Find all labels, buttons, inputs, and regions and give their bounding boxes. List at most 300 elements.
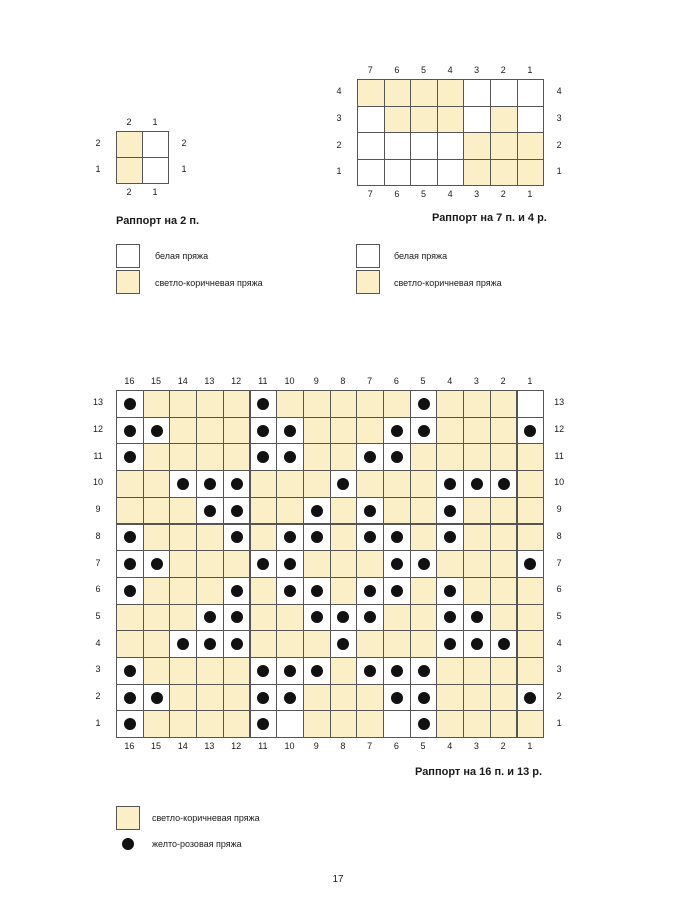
chart-cell [410,443,438,471]
row-number: 12 [92,424,103,435]
chart-cell [383,604,411,632]
dot-icon [124,585,136,597]
chart-cell [490,710,518,738]
chart-cell [517,443,545,471]
row-number: 1 [556,166,562,177]
chart-cell [463,550,491,578]
row-number: 8 [95,530,101,541]
legend-swatch-dot [116,832,140,856]
column-number: 12 [231,376,242,386]
row-number: 9 [556,504,562,515]
chart-cell [303,550,331,578]
row-number: 13 [554,397,565,408]
chart-cell [330,577,358,605]
column-number: 3 [473,741,479,752]
column-number: 2 [500,376,506,386]
chart-cell [410,604,438,632]
chart-cell [303,417,331,445]
chart-cell [223,657,251,685]
chart-cell [384,106,412,134]
dot-icon [151,425,163,437]
row-number: 2 [181,138,187,148]
chart-cell [330,710,358,738]
chart-cell [116,497,144,525]
chart-cell [463,417,491,445]
row-number: 5 [95,610,101,621]
chart-cell [463,497,491,525]
chart-cell [303,684,331,712]
dot-icon [418,425,430,437]
row-number: 10 [554,477,565,488]
chart-cell [223,443,251,471]
legend-text: светло-коричневая пряжа [152,813,260,823]
chart-small-caption: Раппорт на 2 п. [116,215,200,227]
chart-cell [463,159,491,187]
chart-cell [250,630,278,658]
chart-cell [383,710,411,738]
chart-cell [410,524,438,552]
chart-cell [169,550,197,578]
row-number: 11 [554,450,564,461]
chart-cell [436,657,464,685]
chart-cell [223,550,251,578]
column-number: 4 [447,65,453,75]
column-number: 5 [420,189,426,200]
dot-icon [418,718,430,730]
chart-cell [437,132,465,160]
chart-cell [490,79,518,107]
chart-cell [436,684,464,712]
chart-cell [410,497,438,525]
column-number: 7 [367,376,373,386]
chart-cell [357,159,385,187]
chart-cell [517,106,545,134]
chart-cell [143,630,171,658]
legend-swatch-beige [116,270,140,294]
chart-cell [223,390,251,418]
dot-icon [391,425,403,437]
dot-icon [444,505,456,517]
chart-cell [356,710,384,738]
column-number: 2 [500,741,506,752]
dot-icon [311,665,323,677]
dot-icon [257,425,269,437]
column-number: 10 [284,741,295,752]
legend-swatch-white [116,244,140,268]
chart-cell [383,497,411,525]
chart-cell [250,470,278,498]
dot-icon [364,585,376,597]
dot-icon [284,585,296,597]
chart-cell [410,577,438,605]
chart-cell [490,604,518,632]
dot-icon [524,692,536,704]
row-number: 1 [181,164,187,174]
dot-icon [364,665,376,677]
row-number: 13 [92,397,103,408]
chart-cell [303,470,331,498]
column-number: 1 [152,117,158,127]
chart-cell [490,657,518,685]
row-number: 3 [336,112,342,123]
chart-cell [196,657,224,685]
chart-medium-caption: Раппорт на 7 п. и 4 р. [432,212,547,224]
dot-icon [391,665,403,677]
chart-cell [357,79,385,107]
chart-cell [143,443,171,471]
chart-cell [356,390,384,418]
dot-icon [418,665,430,677]
chart-cell [116,157,143,184]
chart-cell [356,417,384,445]
column-number: 9 [313,376,319,386]
row-number: 2 [336,139,342,150]
chart-cell [356,550,384,578]
chart-cell [196,550,224,578]
dot-icon [391,692,403,704]
column-number: 4 [447,741,453,752]
row-number: 11 [93,450,103,461]
dot-icon [231,638,243,650]
legend-text: светло-коричневая пряжа [155,278,263,288]
chart-cell [169,524,197,552]
chart-cell [196,417,224,445]
chart-cell [303,443,331,471]
dot-icon [124,425,136,437]
chart-cell [330,657,358,685]
chart-cell [463,132,491,160]
chart-cell [463,710,491,738]
chart-cell [410,630,438,658]
column-number: 16 [124,741,135,752]
dot-icon [257,692,269,704]
chart-cell [143,390,171,418]
dot-icon [124,665,136,677]
chart-cell [143,577,171,605]
column-number: 7 [367,189,373,200]
column-number: 8 [340,376,346,386]
chart-cell [169,417,197,445]
chart-cell [463,390,491,418]
row-number: 9 [95,504,101,515]
column-number: 7 [367,741,373,752]
chart-cell [463,684,491,712]
column-number: 1 [527,741,533,752]
chart-cell [517,604,545,632]
chart-cell [330,417,358,445]
chart-cell [463,79,491,107]
chart-cell [169,443,197,471]
chart-cell [517,470,545,498]
column-number: 13 [204,376,215,386]
chart-cell [437,159,465,187]
chart-cell [490,159,518,187]
column-number: 1 [527,65,533,75]
dot-icon [124,398,136,410]
dot-icon [124,558,136,570]
chart-cell [116,131,143,158]
row-number: 2 [95,138,101,148]
chart-cell [436,443,464,471]
column-number: 5 [420,376,426,386]
chart-cell [169,497,197,525]
row-number: 6 [95,584,101,595]
dot-icon [311,505,323,517]
chart-cell [436,710,464,738]
row-number: 10 [92,477,103,488]
chart-cell [410,470,438,498]
column-number: 1 [152,187,158,197]
column-number: 7 [367,65,373,75]
dot-icon [231,585,243,597]
chart-cell [490,390,518,418]
chart-cell [357,132,385,160]
row-number: 1 [336,166,342,177]
chart-cell [490,132,518,160]
chart-large-caption: Раппорт на 16 п. и 13 р. [415,766,543,778]
chart-cell [490,684,518,712]
column-number: 15 [151,741,162,752]
chart-cell [383,630,411,658]
chart-cell [116,470,144,498]
column-number: 14 [177,376,188,386]
dot-icon [418,692,430,704]
dot-icon [284,665,296,677]
chart-cell [410,106,438,134]
chart-cell [143,497,171,525]
page-number: 17 [332,874,344,885]
chart-cell [410,132,438,160]
chart-cell [223,684,251,712]
chart-cell [356,684,384,712]
legend-swatch-beige [356,270,380,294]
chart-cell [490,497,518,525]
chart-cell [490,577,518,605]
row-number: 3 [556,112,562,123]
chart-cell [196,390,224,418]
dot-icon [151,692,163,704]
row-number: 2 [556,139,562,150]
chart-cell [383,470,411,498]
column-number: 1 [527,189,533,200]
chart-cell [143,710,171,738]
chart-cell [463,657,491,685]
dot-icon [444,585,456,597]
chart-cell [517,657,545,685]
row-number: 5 [556,610,562,621]
chart-cell [490,417,518,445]
chart-cell [383,390,411,418]
chart-cell [276,604,304,632]
chart-cell [517,390,545,418]
dot-icon [498,638,510,650]
dot-icon [284,692,296,704]
chart-cell [330,443,358,471]
column-number: 10 [284,376,295,386]
column-number: 14 [177,741,188,752]
chart-cell [276,710,304,738]
chart-cell [142,157,169,184]
dot-icon [364,505,376,517]
legend-text: желто-розовая пряжа [152,839,242,849]
chart-cell [517,132,545,160]
row-number: 4 [556,86,562,97]
dot-icon [231,505,243,517]
chart-cell [143,657,171,685]
chart-cell [517,630,545,658]
chart-cell [303,710,331,738]
chart-cell [196,710,224,738]
chart-cell [356,630,384,658]
chart-cell [250,604,278,632]
chart-cell [196,684,224,712]
chart-cell [517,577,545,605]
legend-text: белая пряжа [394,251,448,261]
legend-swatch-beige [116,806,140,830]
chart-cell [410,79,438,107]
dot-icon [204,505,216,517]
chart-cell [250,524,278,552]
dot-icon [124,718,136,730]
row-number: 4 [336,86,342,97]
row-number: 2 [556,691,562,702]
dot-icon [204,638,216,650]
column-number: 9 [313,741,319,752]
dot-icon [204,478,216,490]
chart-cell [357,106,385,134]
column-number: 11 [258,741,268,752]
dot-icon [231,531,243,543]
row-number: 6 [556,584,562,595]
chart-cell [330,390,358,418]
row-number: 7 [95,557,101,568]
row-number: 3 [95,664,101,675]
dot-icon [122,838,134,850]
chart-cell [436,550,464,578]
chart-cell [437,79,465,107]
column-number: 3 [474,65,480,75]
chart-cell [276,470,304,498]
column-number: 15 [151,376,162,386]
chart-cell [490,524,518,552]
dot-icon [471,638,483,650]
chart-cell [116,630,144,658]
column-number: 2 [126,187,132,197]
column-number: 8 [340,741,346,752]
chart-cell [517,497,545,525]
chart-cell [303,630,331,658]
column-number: 3 [474,189,480,200]
chart-cell [276,390,304,418]
chart-cell [490,550,518,578]
chart-cell [517,710,545,738]
row-number: 7 [556,557,562,568]
dot-icon [311,585,323,597]
column-number: 1 [527,376,533,386]
chart-cell [517,79,545,107]
chart-cell [169,577,197,605]
column-number: 16 [124,376,135,386]
chart-cell [330,684,358,712]
chart-cell [196,577,224,605]
chart-cell [196,524,224,552]
dot-icon [418,558,430,570]
chart-cell [276,630,304,658]
chart-cell [356,470,384,498]
dot-icon [391,451,403,463]
chart-cell [250,577,278,605]
chart-cell [276,497,304,525]
chart-cell [303,390,331,418]
chart-cell [463,443,491,471]
chart-cell [436,417,464,445]
column-number: 6 [394,65,400,75]
dot-icon [471,478,483,490]
legend-text: белая пряжа [155,251,209,261]
chart-cell [463,577,491,605]
dot-icon [284,425,296,437]
row-number: 4 [556,637,562,648]
chart-cell [143,604,171,632]
column-number: 6 [393,741,399,752]
dot-icon [498,478,510,490]
dot-icon [391,558,403,570]
column-number: 6 [393,376,399,386]
dot-icon [524,425,536,437]
dot-icon [151,558,163,570]
column-number: 5 [420,65,426,75]
chart-cell [169,604,197,632]
column-number: 3 [473,376,479,386]
chart-cell [330,550,358,578]
legend-text: светло-коричневая пряжа [394,278,502,288]
column-number: 12 [231,741,242,752]
chart-cell [330,497,358,525]
chart-cell [169,657,197,685]
chart-cell [517,159,545,187]
chart-cell [142,131,169,158]
row-number: 4 [95,637,101,648]
dot-icon [284,558,296,570]
legend-swatch-white [356,244,380,268]
dot-icon [124,692,136,704]
chart-cell [384,79,412,107]
chart-cell [463,106,491,134]
column-number: 5 [420,741,426,752]
row-number: 2 [95,691,101,702]
row-number: 12 [554,424,565,435]
chart-cell [169,710,197,738]
chart-cell [223,710,251,738]
column-number: 6 [394,189,400,200]
row-number: 1 [556,717,562,728]
row-number: 8 [556,530,562,541]
column-number: 2 [500,65,506,75]
chart-cell [196,443,224,471]
chart-cell [384,159,412,187]
chart-cell [116,604,144,632]
column-number: 4 [447,189,453,200]
chart-cell [143,470,171,498]
chart-cell [410,159,438,187]
chart-cell [463,524,491,552]
dot-icon [418,398,430,410]
chart-cell [490,443,518,471]
chart-cell [437,106,465,134]
row-number: 1 [95,717,101,728]
column-number: 13 [204,741,215,752]
dot-icon [391,585,403,597]
